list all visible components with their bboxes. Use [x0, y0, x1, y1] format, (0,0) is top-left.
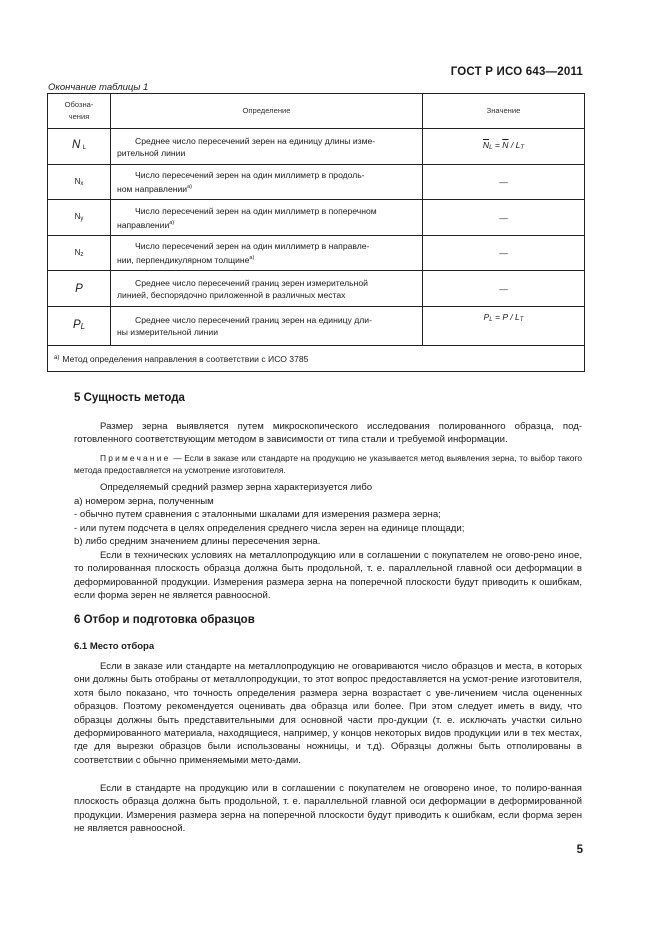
table-footnote-row — [48, 346, 585, 372]
section-5-paragraph-2: Определяемый средний размер зерна характеризуется либо — [100, 482, 373, 493]
list-item-a1: - обычно путем сравнения с эталонными шкалами для измерения размера зерна; — [74, 509, 441, 520]
page-number: 5 — [576, 844, 583, 856]
table-row — [48, 165, 585, 200]
table-header-row — [48, 94, 585, 129]
definition-cell: Среднее число пересечений границ зерен на единицу дли- ны измерительной линии — [111, 307, 423, 346]
note-label: Примечание — [100, 453, 171, 463]
definition-cell: Среднее число пересечений зерен на единицу длины изме- рительной линии — [111, 129, 423, 165]
symbol-cell: Nx — [48, 165, 111, 200]
header-value: Значение — [423, 94, 585, 129]
table-row — [48, 307, 585, 346]
value-cell: PL = P / LT — [423, 307, 585, 346]
symbol-cell: Nz — [48, 236, 111, 271]
symbol-cell: PL — [48, 307, 111, 346]
definition-cell: Число пересечений зерен на один миллиметр в поперечном направлении$^{a)}$ — [111, 200, 423, 236]
list-item-a2: - или путем подсчета в целях определения среднего числа зерен на единице площади; — [74, 523, 465, 534]
table-row — [48, 129, 585, 165]
document-code: ГОСТ Р ИСО 643—2011 — [450, 66, 583, 78]
symbol-cell: N L — [48, 129, 111, 165]
table-row — [48, 200, 585, 236]
definition-cell: Число пересечений зерен на один миллиметр в продоль- ном направлении$^{a)}$ — [111, 165, 423, 200]
section-6-1-paragraph-2: Если в стандарте на продукцию или в соглашении с покупателем не оговорено иное, то полиро-ванная плоскость образца должна быть продольной, т. е. параллельной главной оси деформации в деформированной продукции. Измерения размера зерна на поперечной плоскости будут приводить к ошибкам, если форма зерен не является равноосной. — [74, 783, 582, 835]
table-row — [48, 236, 585, 271]
table-row — [48, 271, 585, 307]
value-cell: — — [423, 200, 585, 236]
section-5-note: Примечание — Если в заказе или стандарте на продукцию не указывается метод выявления зерна, то выбор такого метода предоставляется на усмотрение изготовителя. — [74, 453, 582, 475]
list-item-b: b) либо средним значением длины пересечения зерна. — [74, 536, 321, 547]
table-footnote: $^{a)}$ Метод определения направления в соответствии с ИСО 3785 — [48, 346, 585, 372]
section-6-1-paragraph-1: Если в заказе или стандарте на металлопродукцию не оговариваются число образцов и места, в которых они должны быть отобраны от металлопродукции, то этот вопрос предоставляется на усмот-рение изготовителя, хотя было показано, что точность определения размера зерна возрастает с уве-личением числа оцененных образцов. Поэтому рекомендуется оценивать два образца или более. При этом следует иметь в виду, что образцы должны быть представительными для основной части про-дукции (т. е. исключать участки сильно деформированного материала, находящиеся, например, у концов некоторых видов продукции или в тех местах, где для вырезки образцов были использованы ножницы, и т.д). Образцы должны быть отполированы в соответствии с обычно применяемыми мето-дами. — [74, 661, 582, 766]
value-cell: — — [423, 165, 585, 200]
definition-cell: Среднее число пересечений границ зерен измерительной линией, беспорядочно приложенной в различных местах — [111, 271, 423, 307]
section-5-paragraph-1: Размер зерна выявляется путем микроскопического исследования полированного образца, под-готовленного соответствующим методом в зависимости от типа стали и требуемой информации. — [74, 421, 582, 446]
section-6-title: 6 Отбор и подготовка образцов — [74, 614, 255, 626]
list-item-a: а) номером зерна, полученным — [74, 496, 214, 507]
header-definition: Определение — [111, 94, 423, 129]
definition-cell: Число пересечений зерен на один миллиметр в направле- нии, перпендикулярном толщине$^{a)}$ — [111, 236, 423, 271]
subsection-6-1-title: 6.1 Место отбора — [74, 641, 155, 652]
symbol-cell: Ny — [48, 200, 111, 236]
table-caption: Окончание таблицы 1 — [48, 82, 149, 93]
section-5-paragraph-3: Если в технических условиях на металлопродукцию или в соглашении с покупателем не огово-рено иное, то полированная плоскость образца должна быть продольной, т. е. параллельной главной оси деформации в деформированной продукции. Измерения размера зерна на поперечной плоскости будут приводить к ошибкам, если форма зерен не является равноосной. — [74, 550, 582, 602]
table-1 — [47, 93, 585, 372]
value-cell: — — [423, 236, 585, 271]
symbol-cell: P — [48, 271, 111, 307]
header-symbol: Обозна- чения — [48, 94, 111, 129]
value-cell: $\overline{N}L = \overline{N}$ / LT — [423, 129, 585, 165]
section-5-title: 5 Сущность метода — [74, 392, 185, 404]
value-cell: — — [423, 271, 585, 307]
